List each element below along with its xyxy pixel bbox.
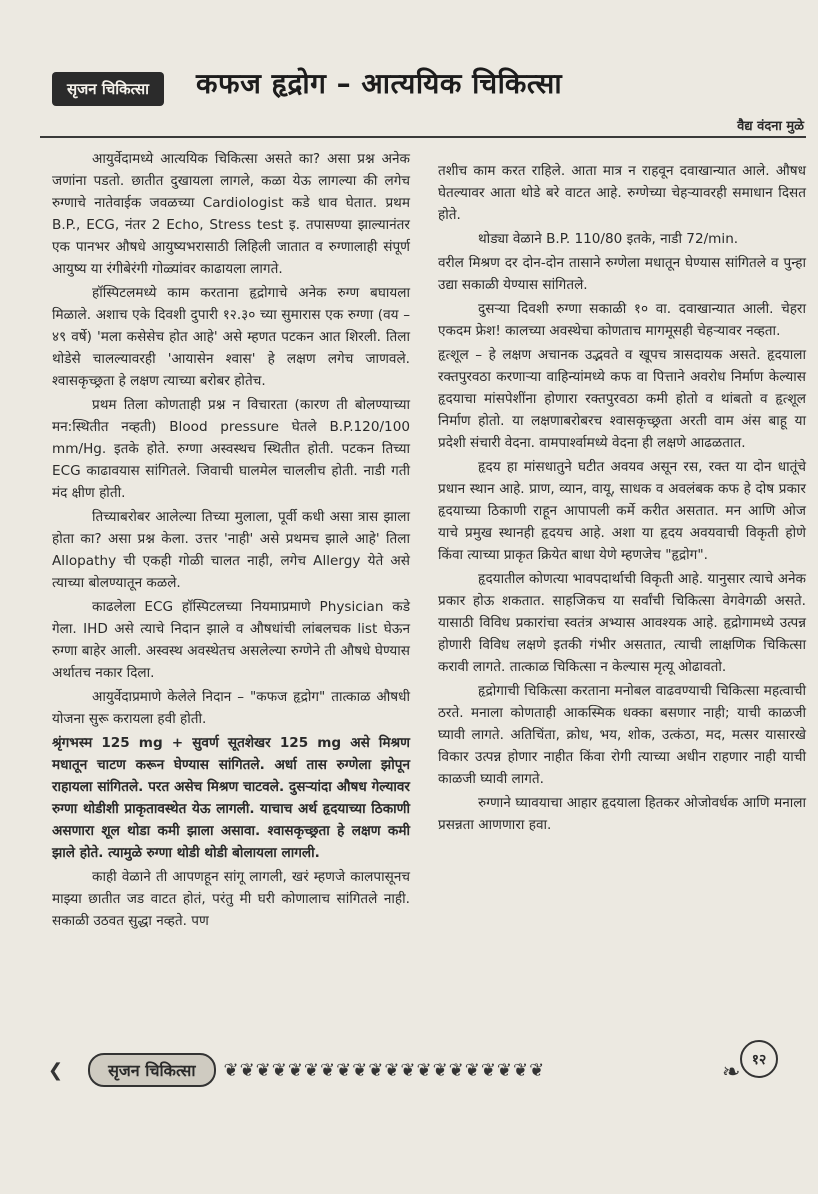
leaf-ornament-icon: ❮ (48, 1059, 65, 1081)
leaf-border-icon: ❦❦❦❦❦❦❦❦❦❦❦❦❦❦❦❦❦❦❦❦ (223, 1059, 546, 1081)
paragraph: थोड्या वेळाने B.P. 110/80 इतके, नाडी 72/min. (478, 231, 739, 247)
paragraph: आयुर्वेदामध्ये आत्ययिक चिकित्सा असते का? असा प्रश्न अनेक जणांना पडतो. छातीत दुखायला लागले, कळा येऊ लागल्या की लगेच रुग्णाचे नातेवाईक जवळच्या Cardiologist कडे धाव घेतात. प्रथम B.P., ECG, नंतर 2 Echo, Stress test इ. तपासण्या झाल्यानंतर एक पानभर औषधे आयुष्यभरासाठी लिहिली जातात व रुग्णालाही संपूर्ण आयुष्य या रंगीबेरंगी गोळ्यांवर काढायला लागते. (52, 151, 410, 277)
paragraph: दुसऱ्या दिवशी रुग्णा सकाळी १० वा. दवाखान्यात आली. चेहरा एकदम फ्रेश! कालच्या अवस्थेचा कोणताच मागमूसही चेहऱ्यावर नव्हता. (438, 301, 806, 339)
paragraph: वरील मिश्रण दर दोन-दोन तासाने रुग्णेला मधातून घेण्यास सांगितले व पुन्हा उद्या सकाळी येण्यास सांगितले. (438, 255, 806, 293)
paragraph: हॉस्पिटलमध्ये काम करताना हृद्रोगाचे अनेक रुग्ण बघायला मिळाले. अशाच एके दिवशी दुपारी १२.३० च्या सुमारास एक रुग्णा (वय – ४९ वर्षे) 'मला कसेसेच होत आहे' असे म्हणत पटकन आत शिरली. तिला थोडेसे चालल्यावरही 'आयासेन श्वास' हे लक्षण लगेच जाणवले. श्वासकृच्छ्रता हे लक्षण त्याच्या बरोबर होतेच. (52, 285, 410, 389)
footer-section-tag: सृजन चिकित्सा (88, 1053, 215, 1087)
page-number: १२ (740, 1040, 778, 1078)
wreath-icon: ❧ (722, 1060, 741, 1085)
paragraph: तशीच काम करत राहिले. आता मात्र न राहवून दवाखान्यात आले. औषध घेतल्यावर आता थोडे बरे वाटत आहे. रुग्णेच्या चेहऱ्यावरही समाधान दिसत होते. (438, 163, 806, 223)
paragraph: हृदय हा मांसधातुने घटीत अवयव असून रस, रक्त या दोन धातूंचे प्रधान स्थान आहे. प्राण, व्यान, वायू, साधक व अवलंबक कफ हे दोष प्रकार हृदयाच्या ठिकाणी राहून आपापली कर्मे करीत असतात. मन आणि ओज याचे प्रमुख स्थानही हृदयच आहे. अशा या हृदय अवयवाची विकृती होणे किंवा त्याच्या प्राकृत क्रियेत बाधा येणे म्हणजेच "हृद्रोग". (438, 459, 806, 563)
footer-band (40, 1052, 740, 1088)
section-tag: सृजन चिकित्सा (52, 72, 164, 106)
header-rule (40, 136, 806, 138)
article-title: कफज हृद्रोग – आत्ययिक चिकित्सा (196, 67, 563, 100)
paragraph: तिच्याबरोबर आलेल्या तिच्या मुलाला, पूर्वी कधी असा त्रास झाला होता का? असा प्रश्न केला. उत्तर 'नाही' असे प्रथमच झाले आहे' तिला Allopathy ची एकही गोळी चालत नाही, लगेच Allergy येते असे त्याच्या बोलण्यातून कळले. (52, 509, 410, 591)
paragraph: रुग्णाने घ्यावयाचा आहार हृदयाला हितकर ओजोवर्धक आणि मनाला प्रसन्नता आणणारा हवा. (438, 795, 806, 833)
paragraph: प्रथम तिला कोणताही प्रश्न न विचारता (कारण ती बोलण्याच्या मन:स्थितीत नव्हती) Blood pressure घेतले B.P.120/100 mm/Hg. इतके होते. रुग्णा अस्वस्थच स्थितीत होती. पटकन तिच्या ECG काढावयास सांगितले. जिवाची घालमेल चाललीच होती. नाडी गती मंद क्षीण होती. (52, 397, 410, 501)
paragraph: आयुर्वेदाप्रमाणे केलेले निदान – "कफज हृद्रोग" तात्काळ औषधी योजना सुरू करायला हवी होती. (52, 689, 410, 727)
left-column (52, 148, 410, 934)
paragraph-hrutshul: हृत्शूल – हे लक्षण अचानक उद्भवते व खूपच त्रासदायक असते. हृदयाला रक्तपुरवठा करणाऱ्या वाहिन्यांमध्ये कफ वा पित्ताने अवरोध निर्माण केल्यास हृदयाचा मांसपेशींना होणारा रक्तपुरवठा कमी होतो व थांबतो व हृत्शूल निर्माण होतो. या लक्षणाबरोबरच श्वासकृच्छ्रता अरती वाम अंस बाहू या प्रदेशी संचारी वेदना. वामपार्श्वामध्ये वेदना ही लक्षणे आढळतात. (438, 347, 806, 451)
paragraph: हृद्रोगाची चिकित्सा करताना मनोबल वाढवण्याची चिकित्सा महत्वाची ठरते. मनाला कोणताही आकस्मिक धक्का बसणार नाही; याची काळजी घ्यावी लागते. अतिचिंता, क्रोध, भय, शोक, उत्कंठा, मद, मत्सर यासारखे विकार उत्पन्न होणार नाहीत किंवा रोगी त्याच्या अधीन राहणार नाही याची काळजी घ्यावी लागते. (438, 683, 806, 787)
paragraph: हृदयातील कोणत्या भावपदार्थाची विकृती आहे. यानुसार त्याचे अनेक प्रकार होऊ शकतात. साहजिकच या सर्वांची चिकित्सा वेगवेगळी असते. यासाठी विविध प्रकारांचा स्वतंत्र अभ्यास आवश्यक आहे. हृद्रोगामध्ये उत्पन्न होणारी विविध लक्षणे इतकी गंभीर असतात, त्याची लाक्षणिक चिकित्सा करावी लागते. तात्काळ चिकित्सा न केल्यास मृत्यू ओढावतो. (438, 571, 806, 675)
right-column (438, 160, 806, 838)
paragraph: काही वेळाने ती आपणहून सांगू लागली, खरं म्हणजे कालपासूनच माझ्या छातीत जड वाटत होतं, परंतु मी घरी कोणालाच सांगितले नाही. सकाळी उठवत सुद्धा नव्हते. पण (52, 869, 410, 929)
paragraph-formula: श्रृंगभस्म 125 mg + सुवर्ण सूतशेखर 125 mg असे मिश्रण मधातून चाटण करून घेण्यास सांगितले. अर्धा तास रुग्णेला झोपून राहायला सांगितले. परत असेच मिश्रण चाटवले. दुसऱ्यांदा औषध गेल्यावर रुग्णा थोडीशी प्राकृतावस्थेत येऊ लागली. याचाच अर्थ हृदयाच्या ठिकाणी असणारा शूल थोडा कमी झाला असावा. श्वासकृच्छ्रता हे लक्षण कमी झाले होते. त्यामुळे रुग्णा थोडी थोडी बोलायला लागली. (52, 735, 410, 861)
paragraph: काढलेला ECG हॉस्पिटलच्या नियमाप्रमाणे Physician कडे गेला. IHD असे त्याचे निदान झाले व औषधांची लांबलचक list घेऊन रुग्णा बाहेर आली. अस्वस्थ अवस्थेतच असलेल्या रुग्णेने ती औषधे घेण्यास अर्थातच नकार दिला. (52, 599, 410, 681)
author-name: वैद्य वंदना मुळे (737, 119, 804, 134)
